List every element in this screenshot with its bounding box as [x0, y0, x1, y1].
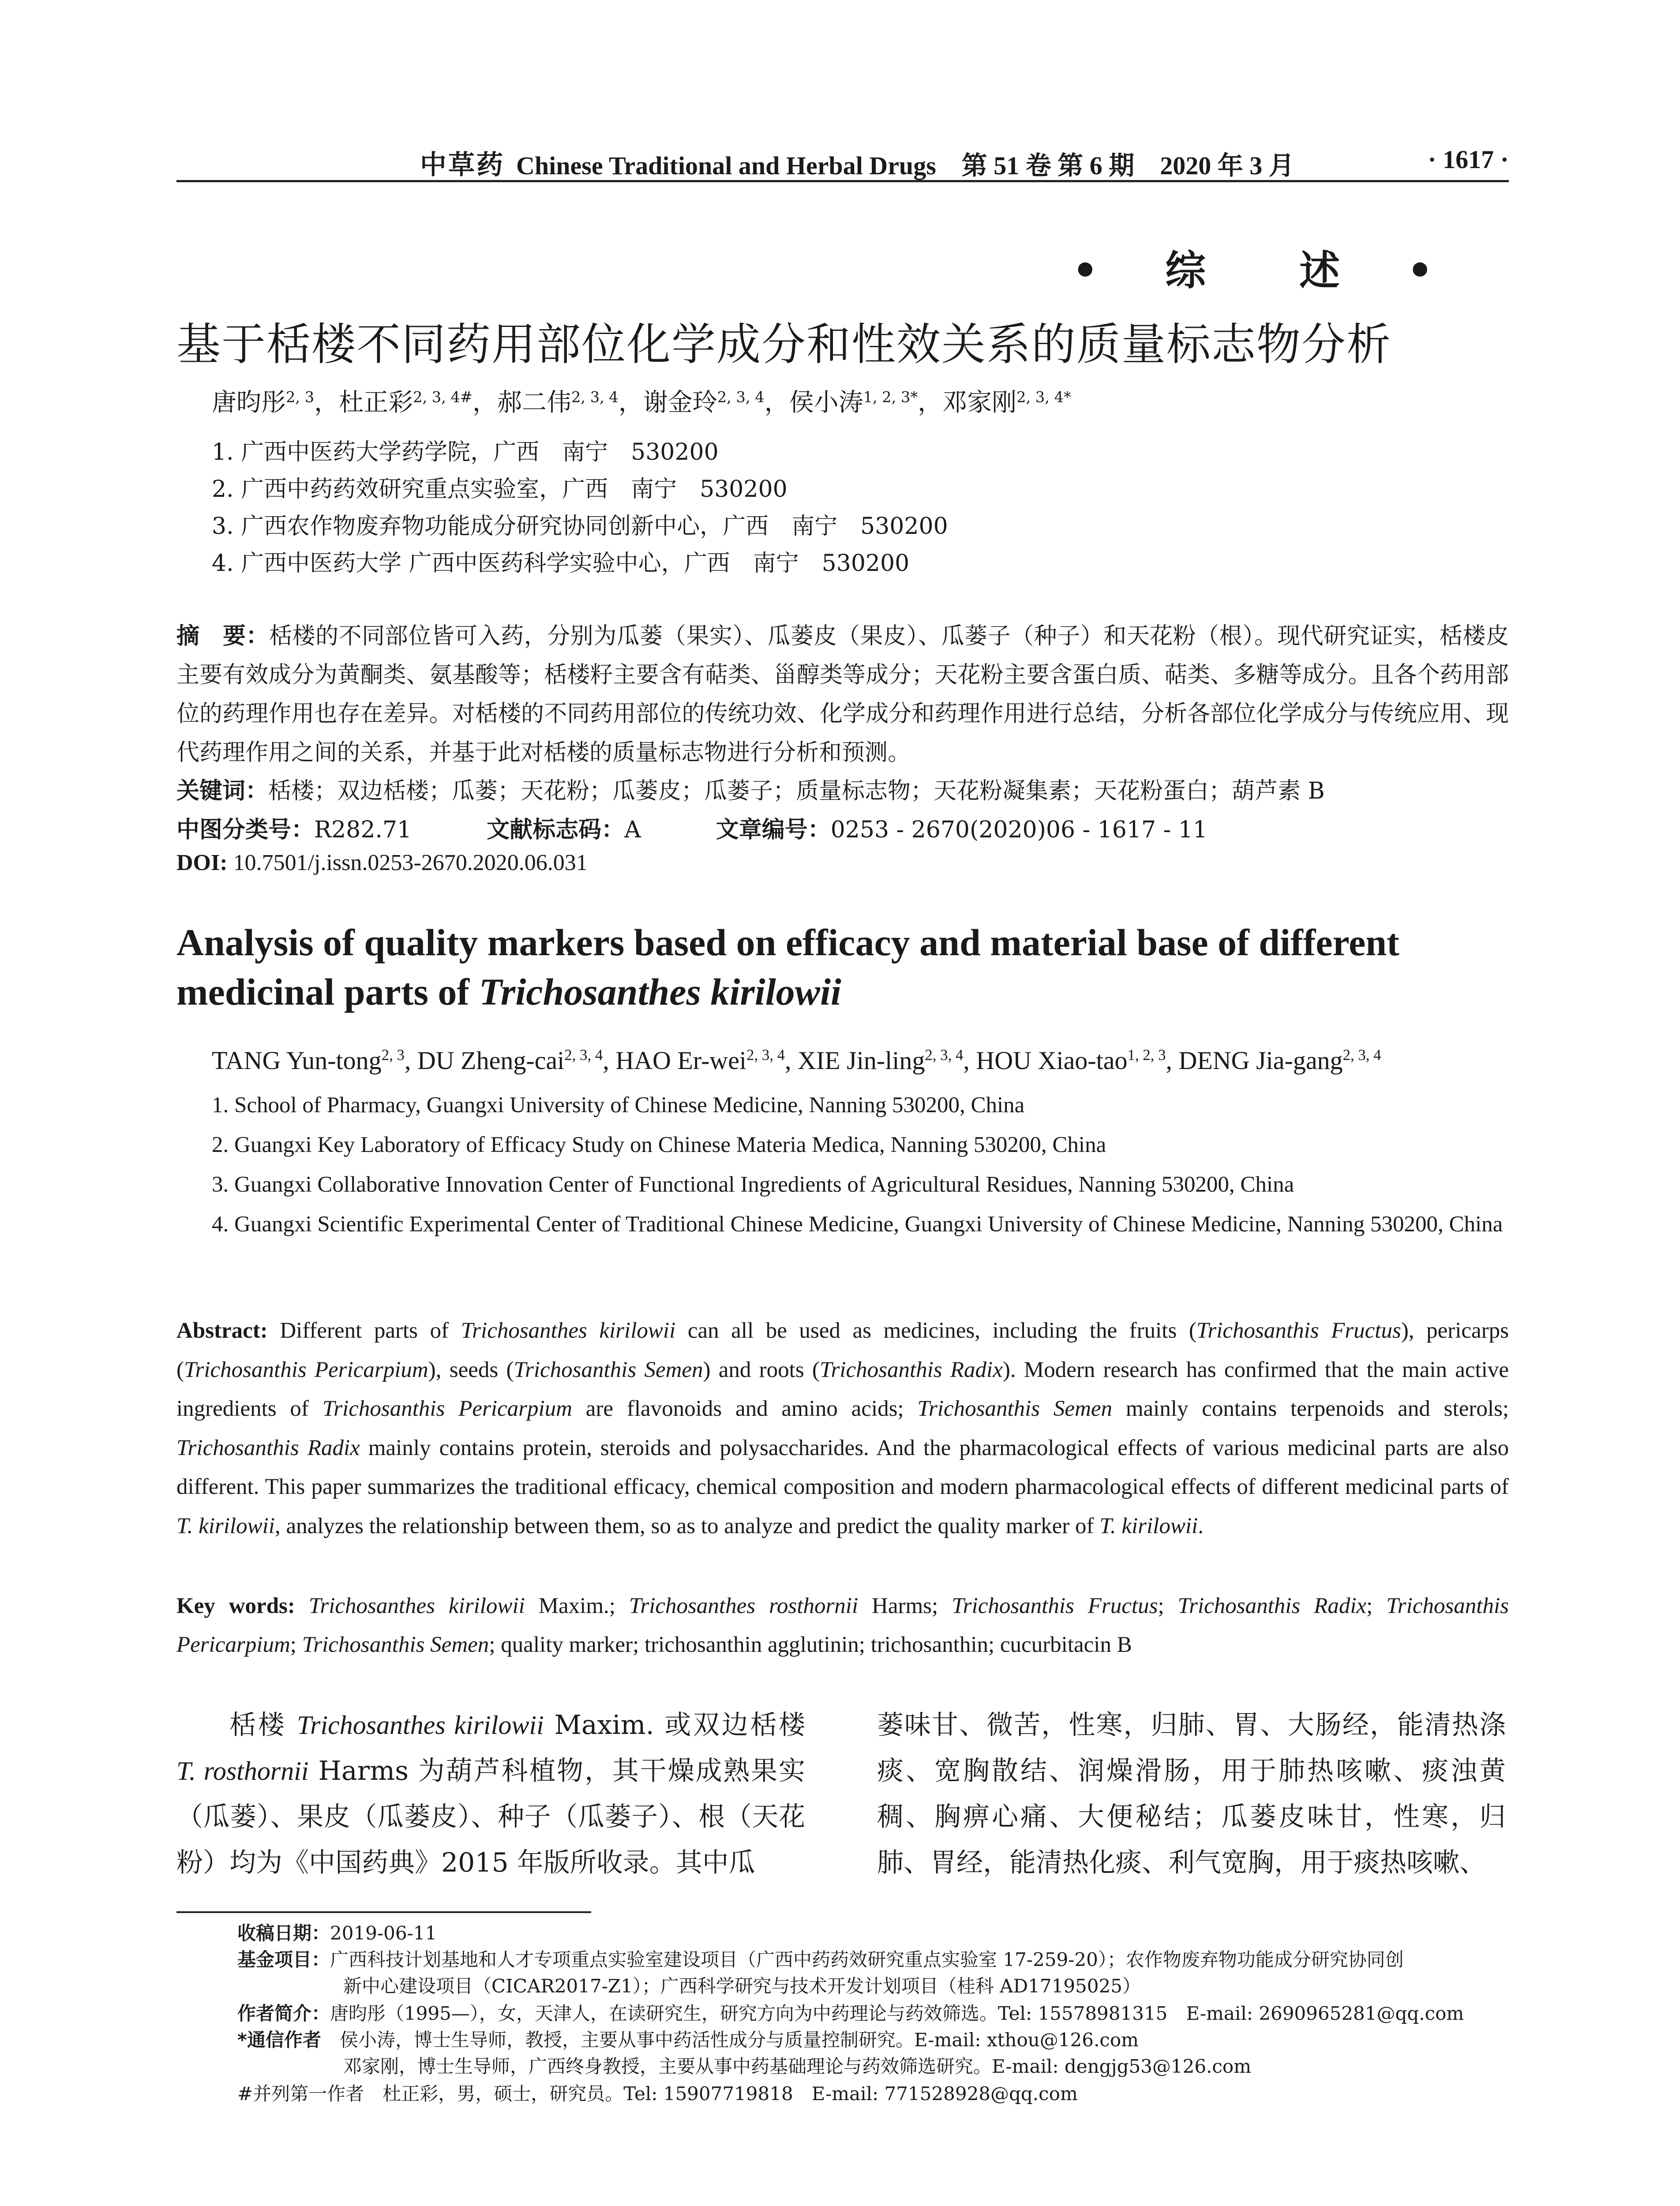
footnote-funding [237, 1947, 1508, 2000]
abstract-en-segment: Different parts of [267, 1318, 461, 1343]
author-en-name: DENG Jia-gang [1178, 1046, 1343, 1075]
abstract-en-segment: Trichosanthis Pericarpium [184, 1357, 428, 1382]
affiliation-en-3: 3. Guangxi Collaborative Innovation Center of Functional Ingredients of Agricultural Residues, Nanning 530200, China [212, 1172, 1294, 1197]
body-text-right-column: 蒌味甘、微苦，性寒，归肺、胃、大肠经，能清热涤痰、宽胸散结、润燥滑肠，用于肺热咳嗽、痰浊黄稠、胸痹心痛、大便秘结；瓜蒌皮味甘，性寒，归肺、胃经，能清热化痰、利气宽胸，用于痰热咳嗽、 [877, 1710, 1506, 1878]
keywords-en-text [176, 1594, 1509, 1657]
abstract-en-segment: , analyzes the relationship between them, so as to analyze and predict the quality marker of [274, 1513, 1100, 1538]
abstract-en-segment: Trichosanthis Pericarpium [322, 1396, 573, 1421]
author-cn-name: 杜正彩 [339, 388, 413, 417]
author-cn-affiliation-mark: 1, 2, 3* [863, 388, 918, 406]
abstract-cn-label: 摘 要： [176, 623, 270, 649]
author-cn-affiliation-mark: 2, 3, 4 [571, 388, 619, 406]
footnote-received [237, 1920, 1508, 1947]
author-en-affiliation-mark: 2, 3, 4 [925, 1046, 964, 1064]
author-cn-affiliation-mark: 2, 3 [286, 388, 315, 406]
title-en-main: Analysis of quality markers based on efficacy and material base of different medicinal parts of [176, 921, 1399, 1013]
doi-label: DOI: [176, 850, 228, 875]
author-list-cn: 唐昀彤$^{2, 3}$，杜正彩$^{2, 3, 4\#}$，郝二伟$^{2, 3, 4}$，谢金玲$^{2, 3, 4}$，侯小涛$^{1, 2, 3*}$，邓家刚$^{2, 3, 4*}$ [212, 388, 1071, 417]
running-header [176, 140, 1509, 182]
keyword-en-segment: Trichosanthis Pericarpium [176, 1594, 1509, 1657]
affiliation-en-1: 1. School of Pharmacy, Guangxi University of Chinese Medicine, Nanning 530200, China [212, 1093, 1025, 1118]
author-en-affiliation-mark: 2, 3, 4 [1342, 1046, 1381, 1064]
keywords-cn-label: 关键词： [176, 778, 269, 804]
abstract-cn-text: 栝楼的不同部位皆可入药，分别为瓜蒌（果实）、瓜蒌皮（果皮）、瓜蒌子（种子）和天花粉（根）。现代研究证实，栝楼皮主要有效成分为黄酮类、氨基酸等；栝楼籽主要含有萜类、甾醇类等成分；天花粉主要含蛋白质、萜类、多糖等成分。且各个药用部位的药理作用也存在差异。对栝楼的不同药用部位的传统功效、化学成分和药理作用进行总结，分析各部位化学成分与传统应用、现代药理作用之间的关系，并基于此对栝楼的质量标志物进行分析和预测。 [176, 623, 1509, 766]
classification-line [176, 811, 1208, 844]
author-en-affiliation-mark: 2, 3, 4 [746, 1046, 785, 1064]
clc-value: R282.71 [314, 817, 412, 843]
abstract-en-segment: Trichosanthis Semen [917, 1396, 1113, 1421]
funding-text-continued: 新中心建设项目（CICAR2017-Z1）；广西科学研究与技术开发计划项目（桂科 AD17195025） [343, 1975, 1141, 1997]
author-en-name: XIE Jin-ling [798, 1046, 925, 1075]
doi-line [176, 850, 588, 876]
affiliation-en-4: 4. Guangxi Scientific Experimental Center of Traditional Chinese Medicine, Guangxi University of Chinese Medicine, Nanning 530200, China [212, 1212, 1503, 1237]
abstract-en-segment: are flavonoids and amino acids; [572, 1396, 918, 1421]
keyword-en-segment: Trichosanthis Semen [302, 1632, 489, 1657]
funding-text: 广西科技计划基地和人才专项重点实验室建设项目（广西中药药效研究重点实验室 17-259-20）；农作物废弃物功能成分研究协同创 [330, 1949, 1404, 1970]
affiliation-en-2: 2. Guangxi Key Laboratory of Efficacy Study on Chinese Materia Medica, Nanning 530200, China [212, 1133, 1106, 1157]
doc-code-value: A [624, 817, 641, 843]
footnote-author-bio [237, 2000, 1508, 2027]
article-title-en [176, 918, 1522, 1017]
keyword-en-segment: Trichosanthes rosthornii [629, 1594, 859, 1618]
keyword-en-segment: ; [1366, 1594, 1387, 1618]
author-en-name: HOU Xiao-tao [976, 1046, 1128, 1075]
abstract-en-segment: mainly contains terpenoids and sterols; [1112, 1396, 1509, 1421]
abstract-en-segment: ), pericarps ( [176, 1318, 1509, 1382]
keyword-en-segment: ; [290, 1632, 302, 1657]
author-en-affiliation-mark: 1, 2, 3 [1127, 1046, 1166, 1064]
abstract-en-segment: Trichosanthis Semen [514, 1357, 703, 1382]
keyword-en-segment: Trichosanthis Radix [1178, 1594, 1367, 1618]
journal-citation-line: Chinese Traditional and Herbal Drugs 第 51 卷 第 6 期 2020 年 3 月 [516, 151, 1294, 180]
keywords-en [176, 1587, 1509, 1664]
keywords-cn-text: 栝楼；双边栝楼；瓜蒌；天花粉；瓜蒌皮；瓜蒌子；质量标志物；天花粉凝集素；天花粉蛋白；葫芦素 B [268, 778, 1325, 804]
author-en-affiliation-mark: 2, 3, 4 [564, 1046, 603, 1064]
author-en-name: TANG Yun-tong [212, 1046, 382, 1075]
author-cn-name: 唐昀彤 [212, 388, 286, 417]
abstract-en-segment: can all be used as medicines, including the fruits ( [675, 1318, 1196, 1343]
received-date: 2019-06-11 [330, 1922, 437, 1944]
affiliation-cn-1: 1. 广西中医药大学药学院，广西 南宁 530200 [212, 439, 719, 465]
abstract-en [176, 1311, 1509, 1546]
abstract-en-segment: mainly contains protein, steroids and polysaccharides. And the pharmacological effects of various medicinal parts are also different. This paper summarizes the traditional efficacy, chemical composition and modern pharmacological effects of different medicinal parts of [176, 1435, 1509, 1499]
affiliation-cn-4: 4. 广西中医药大学 广西中医药科学实验中心，广西 南宁 530200 [212, 550, 910, 577]
keyword-en-segment: Trichosanthes kirilowii [308, 1594, 525, 1618]
keyword-en-segment: Trichosanthis Fructus [952, 1594, 1158, 1618]
affiliation-cn-2: 2. 广西中药药效研究重点实验室，广西 南宁 530200 [212, 476, 788, 503]
keywords-cn [176, 772, 1325, 805]
keyword-en-segment [295, 1594, 309, 1618]
author-cn-affiliation-mark: 2, 3, 4# [413, 388, 472, 406]
abstract-en-segment: Trichosanthes kirilowii [461, 1318, 676, 1343]
footnote-corresponding [237, 2027, 1508, 2080]
corresponding-label: *通信作者 [237, 2029, 321, 2051]
author-bio-text: 唐昀彤（1995—），女，天津人，在读研究生，研究方向为中药理论与药效筛选。Tel: 15578981315 E-mail: 2690965281@qq.com [330, 2003, 1464, 2024]
keyword-en-segment: ; [1158, 1594, 1178, 1618]
body-left-segment: 栝楼 [229, 1710, 297, 1741]
keywords-en-label: Key words: [176, 1594, 295, 1618]
author-list-en: TANG Yun-tong$^{2, 3}$, DU Zheng-cai$^{2, 3, 4}$, HAO Er-wei$^{2, 3, 4}$, XIE Jin-ling$^{2, 3, 4}$, HOU Xiao-tao$^{1, 2, 3}$, DENG Jia-gang$^{2, 3, 4}$ [212, 1046, 1381, 1075]
abstract-en-segment: T. kirilowii [176, 1513, 275, 1538]
abstract-en-label: Abstract: [176, 1318, 268, 1343]
author-en-affiliation-mark: 2, 3 [381, 1046, 405, 1064]
abstract-en-text [176, 1318, 1509, 1538]
doc-code-label: 文献标志码： [487, 817, 625, 843]
footnote-divider [176, 1911, 591, 1913]
corresponding-text: 侯小涛，博士生导师，教授，主要从事中药活性成分与质量控制研究。E-mail: xthou@126.com [321, 2029, 1139, 2051]
author-cn-affiliation-mark: 2, 3, 4 [717, 388, 765, 406]
abstract-en-segment: Trichosanthis Radix [176, 1435, 360, 1460]
journal-logo: 中草药 [420, 150, 505, 180]
affiliation-cn-3: 3. 广西农作物废弃物功能成分研究协同创新中心，广西 南宁 530200 [212, 513, 948, 540]
body-text-left-column [176, 1702, 805, 1886]
author-cn-name: 侯小涛 [789, 388, 863, 417]
article-number-value: 0253 - 2670(2020)06 - 1617 - 11 [830, 817, 1208, 843]
abstract-cn [176, 617, 1509, 772]
body-left-segment: Harms 为葫芦科植物，其干燥成熟果实（瓜蒌）、果皮（瓜蒌皮）、种子（瓜蒌子）、根（天花粉）均为《中国药典》2015 年版所收录。其中瓜 [176, 1756, 806, 1878]
author-cn-name: 谢金玲 [643, 388, 717, 417]
author-bio-label: 作者简介： [237, 2003, 330, 2024]
section-label: • 综 述 • [1072, 247, 1459, 294]
footnote-cofirst-author: #并列第一作者 杜正彩，男，硕士，研究员。Tel: 15907719818 E-mail: 771528928@qq.com [237, 2083, 1078, 2105]
body-left-segment: T. rosthornii [176, 1756, 309, 1786]
abstract-en-segment: Trichosanthis Fructus [1196, 1318, 1401, 1343]
abstract-en-segment: ). Modern research has confirmed that the main active ingredients of [176, 1357, 1509, 1421]
title-en-species: Trichosanthes kirilowii [479, 971, 841, 1013]
keyword-en-segment: Maxim.; [525, 1594, 629, 1618]
abstract-en-segment: ), seeds ( [428, 1357, 514, 1382]
author-cn-affiliation-mark: 2, 3, 4* [1016, 388, 1071, 406]
abstract-en-segment: Trichosanthis Radix [819, 1357, 1003, 1382]
funding-label: 基金项目： [237, 1949, 330, 1970]
abstract-en-segment: ) and roots ( [703, 1357, 820, 1382]
clc-label: 中图分类号： [176, 817, 315, 843]
abstract-en-segment: T. kirilowii [1099, 1513, 1198, 1538]
author-en-name: HAO Er-wei [615, 1046, 747, 1075]
corresponding-text-2: 邓家刚，博士生导师，广西终身教授，主要从事中药基础理论与药效筛选研究。E-mail: dengjg53@126.com [343, 2056, 1252, 2077]
author-en-name: DU Zheng-cai [417, 1046, 565, 1075]
abstract-en-segment: . [1198, 1513, 1204, 1538]
page-number: · 1617 · [1428, 145, 1509, 174]
doi-value[interactable]: 10.7501/j.issn.0253-2670.2020.06.031 [233, 850, 588, 875]
author-cn-name: 郝二伟 [497, 388, 571, 417]
keyword-en-segment: Harms; [858, 1594, 952, 1618]
author-cn-name: 邓家刚 [942, 388, 1017, 417]
body-left-segment: Trichosanthes kirilowii [297, 1711, 544, 1740]
received-label: 收稿日期： [237, 1922, 330, 1944]
article-title-cn: 基于栝楼不同药用部位化学成分和性效关系的质量标志物分析 [176, 319, 1391, 370]
article-number-label: 文章编号： [716, 817, 831, 843]
body-left-segment: Maxim. 或双边栝楼 [544, 1710, 805, 1741]
keyword-en-segment: ; quality marker; trichosanthin agglutinin; trichosanthin; cucurbitacin B [489, 1632, 1132, 1657]
